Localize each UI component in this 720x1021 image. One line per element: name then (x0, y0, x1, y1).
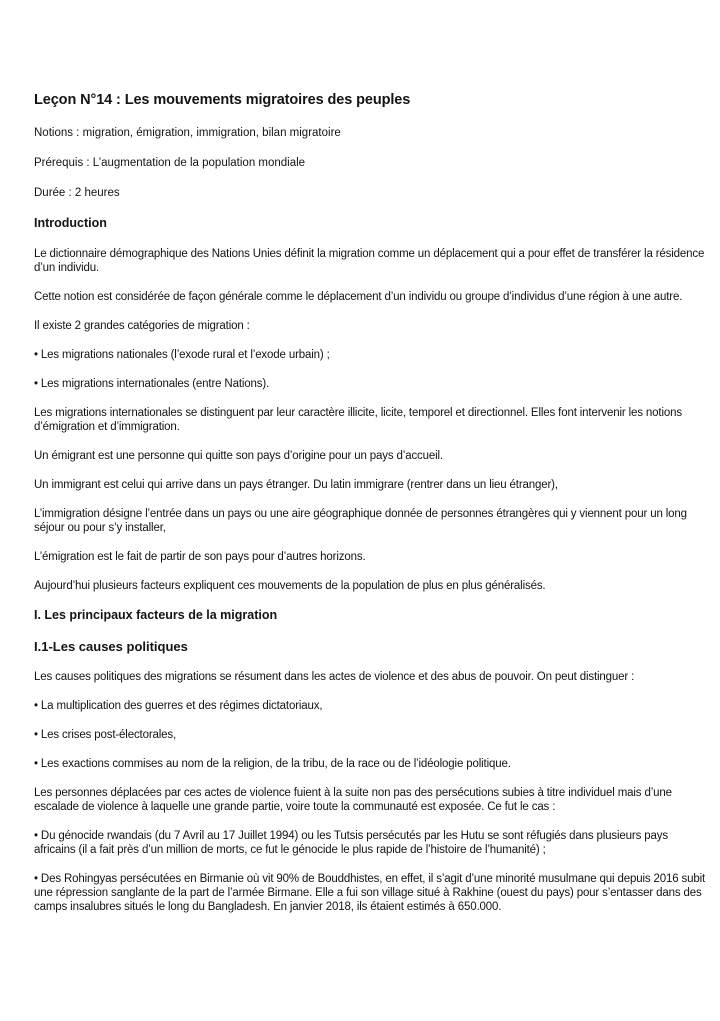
lesson-title: Leçon N°14 : Les mouvements migratoires des peuples (34, 92, 411, 108)
bullet-item: • Les exactions commises au nom de la religion, de la tribu, de la race ou de l’idéologie politique. (34, 757, 712, 771)
bullet-item: • Les migrations nationales (l’exode rural et l’exode urbain) ; (34, 348, 712, 362)
bullet-item: • Les migrations internationales (entre Nations). (34, 377, 712, 391)
bullet-item: • Les crises post-électorales, (34, 728, 712, 742)
notions-line: Notions : migration, émigration, immigration, bilan migratoire (34, 127, 341, 139)
introduction-heading: Introduction (34, 216, 107, 230)
prerequis-line: Prérequis : L’augmentation de la population mondiale (34, 157, 306, 169)
bullet-item: • Des Rohingyas persécutées en Birmanie où vit 90% de Bouddhistes, en effet, il s’agit d’une minorité musulmane qui depuis 2016 subit une répression sanglante de la part de l’armée Birmane. Elle a fui son village situé à Rakhine (ouest du pays) pour s’entasser dans des camps insalubres situés le long du Bangladesh. En janvier 2018, ils étaient estimés à 650.000. (34, 872, 712, 914)
bullet-item: • Du génocide rwandais (du 7 Avril au 17 Juillet 1994) ou les Tutsis persécutés par les Hutu se sont réfugiés dans plusieurs pays africains (il a fait près d’un million de morts, ce fut le génocide le plus rapide de l’histoire de l’humanité) ; (34, 829, 712, 857)
subsection-heading: I.1-Les causes politiques (34, 639, 188, 654)
intro-paragraph: Un émigrant est une personne qui quitte son pays d’origine pour un pays d’accueil. (34, 450, 443, 462)
section-paragraph: Les personnes déplacées par ces actes de violence fuient à la suite non pas des persécutions subies à titre individuel mais d’une escalade de violence à laquelle une grande partie, voire toute la communauté est exposée. Ce fut le cas : (34, 787, 672, 813)
intro-paragraph: Cette notion est considérée de façon générale comme le déplacement d’un individu ou groupe d’individus d’une région à une autre. (34, 291, 683, 303)
intro-paragraph: Un immigrant est celui qui arrive dans un pays étranger. Du latin immigrare (rentrer dans un lieu étranger), (34, 479, 558, 491)
duree-line: Durée : 2 heures (34, 187, 120, 199)
section-paragraph: Les causes politiques des migrations se résument dans les actes de violence et des abus de pouvoir. On peut distinguer : (34, 671, 635, 683)
section-heading: I. Les principaux facteurs de la migration (34, 608, 278, 622)
intro-paragraph: Le dictionnaire démographique des Nations Unies définit la migration comme un déplacement qui a pour effet de transférer la résidence d’un individu. (34, 248, 705, 274)
intro-paragraph: Il existe 2 grandes catégories de migration : (34, 320, 250, 332)
intro-paragraph: L’immigration désigne l’entrée dans un pays ou une aire géographique donnée de personnes étrangères qui y viennent pour un long séjour ou pour s’y installer, (34, 508, 687, 534)
intro-paragraph: L’émigration est le fait de partir de son pays pour d’autres horizons. (34, 551, 366, 563)
bullet-item: • La multiplication des guerres et des régimes dictatoriaux, (34, 699, 712, 713)
intro-paragraph: Aujourd’hui plusieurs facteurs expliquent ces mouvements de la population de plus en plus généralisés. (34, 580, 546, 592)
intro-paragraph: Les migrations internationales se distinguent par leur caractère illicite, licite, temporel et directionnel. Elles font intervenir les notions d’émigration et d’immigration. (34, 407, 682, 433)
